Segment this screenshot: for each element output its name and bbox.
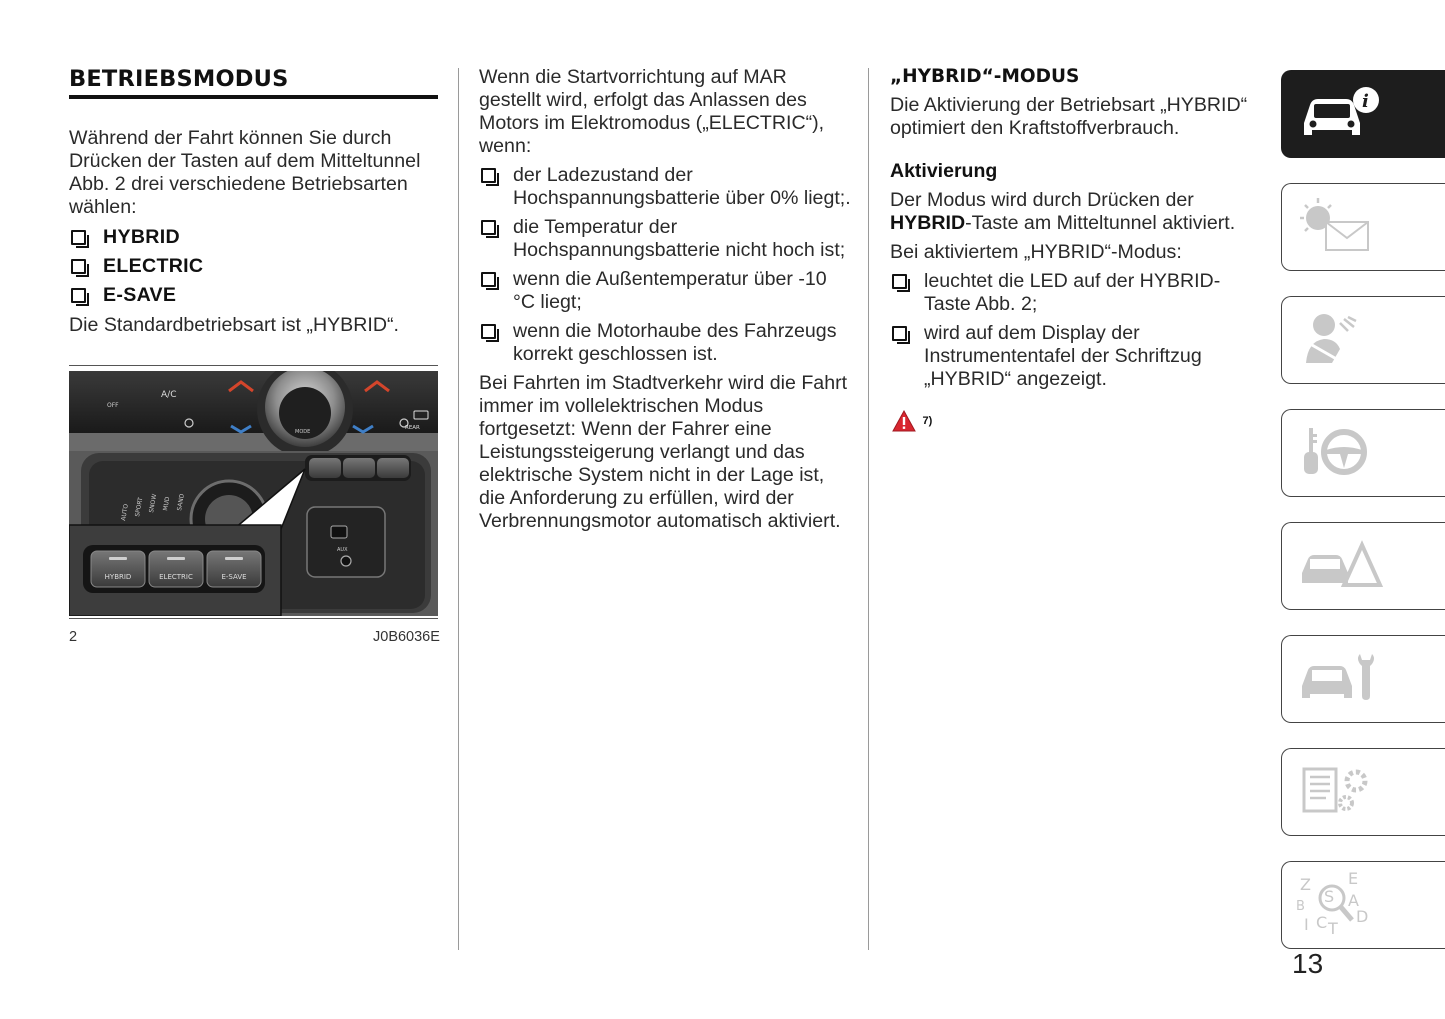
active-item: wird auf dem Display der Instrumententafel der Schriftzug „HYBRID“ angezeigt. [890, 322, 1260, 391]
condition-item: der Ladezustand der Hochspannungsbatterie über 0% liegt;. [479, 164, 851, 210]
tab-maintenance[interactable] [1281, 635, 1445, 723]
bullet-box-icon [71, 288, 86, 303]
bullet-box-icon [892, 326, 907, 341]
active-mode-label: Bei aktiviertem „HYBRID“-Modus: [890, 241, 1182, 263]
bullet-box-icon [892, 274, 907, 289]
svg-text:OFF: OFF [107, 402, 119, 409]
activation-paragraph: Der Modus wird durch Drücken der HYBRID-Taste am Mitteltunnel aktiviert. [890, 189, 1236, 234]
svg-text:I: I [1304, 915, 1309, 934]
hybrid-mode-heading: „HYBRID“-MODUS [890, 66, 1080, 87]
svg-text:Z: Z [1300, 875, 1311, 894]
bullet-box-icon [481, 272, 496, 287]
safety-icon [1296, 309, 1386, 369]
condition-item: die Temperatur der Hochspannungsbatterie nicht hoch ist; [479, 216, 851, 262]
index-icon [1294, 868, 1384, 938]
svg-text:C: C [1316, 913, 1328, 932]
svg-text:i: i [1362, 91, 1369, 112]
tab-index[interactable] [1281, 861, 1445, 949]
bullet-box-icon [71, 230, 86, 245]
figure-code: J0B6036E [373, 629, 440, 645]
svg-text:AUX: AUX [337, 547, 348, 553]
tab-safety[interactable] [1281, 296, 1445, 384]
bullet-box-icon [71, 259, 86, 274]
mode-item-hybrid: HYBRID [69, 226, 438, 249]
section-heading: BETRIEBSMODUS [69, 66, 438, 99]
warning-reference[interactable] [892, 410, 932, 432]
svg-text:MUD: MUD [162, 496, 172, 512]
dashboard-lights-icon [1294, 196, 1384, 256]
svg-text:A: A [1348, 891, 1359, 910]
svg-text:E-SAVE: E-SAVE [221, 573, 247, 581]
svg-text:S: S [1324, 887, 1335, 906]
tab-car-info[interactable] [1281, 70, 1445, 158]
intro-paragraph: Während der Fahrt können Sie durch Drücken der Tasten auf dem Mitteltunnel Abb. 2 drei verschiedene Betriebsarten wählen: [69, 127, 421, 218]
tab-emergency[interactable] [1281, 522, 1445, 610]
right-column [890, 66, 1260, 391]
figure-number: 2 [69, 629, 78, 645]
figure-center-console [69, 365, 438, 619]
condition-item: wenn die Motorhaube des Fahrzeugs korrekt geschlossen ist. [479, 320, 851, 366]
warning-ref-number: 7) [922, 415, 933, 427]
car-info-icon [1296, 85, 1386, 145]
column-divider-left [458, 68, 459, 950]
svg-text:SPORT: SPORT [134, 496, 145, 518]
svg-text:MODE: MODE [295, 429, 311, 435]
emergency-icon [1296, 535, 1386, 595]
center-console-photo [69, 371, 438, 616]
maintenance-icon [1296, 648, 1386, 708]
middle-column [479, 66, 851, 533]
mode-item-esave: E-SAVE [69, 284, 438, 307]
svg-text:T: T [1328, 919, 1338, 938]
bullet-box-icon [481, 220, 496, 235]
svg-text:HYBRID: HYBRID [104, 573, 132, 581]
svg-text:AUTO: AUTO [120, 503, 130, 522]
bullet-box-icon [481, 324, 496, 339]
city-driving-paragraph: Bei Fahrten im Stadtverkehr wird die Fahrt immer im vollelektrischen Modus fortgesetzt: Wenn der Fahrer eine Leistungssteigerung verlangt und das elektrische System nicht in der Lage ist, die Anforderung zu erfüllen, wird der Verbrennungsmotor automatisch aktiviert. [479, 372, 848, 532]
default-mode-text: Die Standardbetriebsart ist „HYBRID“. [69, 314, 399, 336]
tab-technical-data[interactable] [1281, 748, 1445, 836]
start-conditions-intro: Wenn die Startvorrichtung auf MAR gestellt wird, erfolgt das Anlassen des Motors im Elektromodus („ELECTRIC“), wenn: [479, 66, 825, 157]
svg-text:B: B [1296, 899, 1305, 914]
svg-text:D: D [1356, 907, 1369, 926]
technical-data-icon [1296, 761, 1386, 821]
svg-text:ELECTRIC: ELECTRIC [159, 573, 193, 581]
left-column [69, 66, 438, 337]
svg-text:E: E [1348, 869, 1359, 888]
tab-dashboard-lights[interactable] [1281, 183, 1445, 271]
hybrid-intro: Die Aktivierung der Betriebsart „HYBRID“ optimiert den Kraftstoffverbrauch. [890, 94, 1248, 139]
warning-triangle-icon [892, 410, 916, 432]
svg-text:REAR: REAR [405, 425, 420, 431]
key-steering-icon [1296, 422, 1386, 482]
column-divider-right [868, 68, 869, 950]
condition-item: wenn die Außentemperatur über -10 °C liegt; [479, 268, 851, 314]
page-number: 13 [1292, 948, 1324, 979]
activation-subheading: Aktivierung [890, 160, 998, 182]
svg-text:SAND: SAND [176, 493, 186, 512]
tab-key-steering[interactable] [1281, 409, 1445, 497]
svg-text:A/C: A/C [161, 390, 177, 400]
bullet-box-icon [481, 168, 496, 183]
active-item: leuchtet die LED auf der HYBRID-Taste Abb. 2; [890, 270, 1260, 316]
mode-item-electric: ELECTRIC [69, 255, 438, 278]
svg-text:SNOW: SNOW [148, 493, 159, 514]
